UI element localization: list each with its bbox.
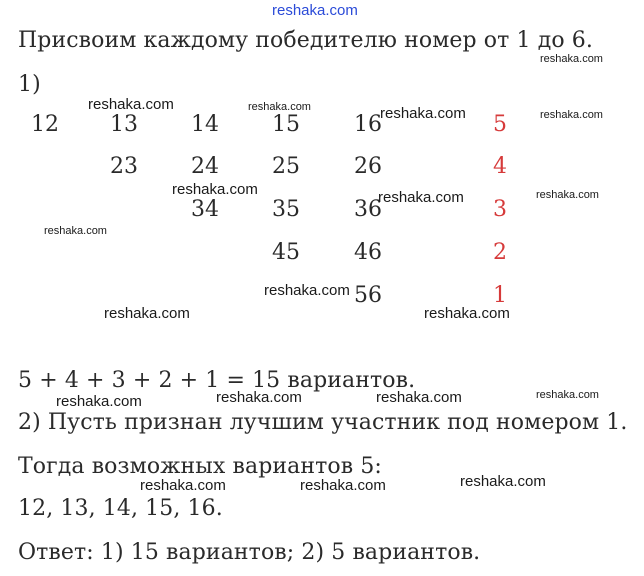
pair-cell: 23: [110, 154, 138, 179]
sum-text: 5 + 4 + 3 + 2 + 1 = 15 вариантов.: [18, 368, 416, 393]
pair-cell: 34: [191, 197, 219, 222]
row-count: 5: [493, 112, 507, 137]
watermark: reshaka.com: [88, 96, 174, 113]
watermark: reshaka.com: [536, 389, 599, 401]
pair-cell: 16: [354, 112, 382, 137]
part1-label: 1): [18, 72, 41, 97]
watermark: reshaka.com: [44, 225, 107, 237]
pair-cell: 35: [272, 197, 300, 222]
pair-cell: 56: [354, 283, 382, 308]
pair-cell: 26: [354, 154, 382, 179]
watermark: reshaka.com: [378, 189, 464, 206]
watermark: reshaka.com: [540, 109, 603, 121]
pair-cell: 12: [31, 112, 59, 137]
watermark: reshaka.com: [216, 389, 302, 406]
pair-cell: 46: [354, 240, 382, 265]
row-count: 2: [493, 240, 507, 265]
watermark: reshaka.com: [536, 189, 599, 201]
intro-text: Присвоим каждому победителю номер от 1 до 6.: [18, 28, 593, 53]
pair-cell: 15: [272, 112, 300, 137]
watermark: reshaka.com: [380, 105, 466, 122]
watermark: reshaka.com: [540, 53, 603, 65]
watermark: reshaka.com: [300, 477, 386, 494]
pair-cell: 45: [272, 240, 300, 265]
watermark: reshaka.com: [376, 389, 462, 406]
row-count: 4: [493, 154, 507, 179]
row-count: 1: [493, 283, 507, 308]
row-count: 3: [493, 197, 507, 222]
watermark: reshaka.com: [460, 473, 546, 490]
pair-cell: 14: [191, 112, 219, 137]
pair-cell: 13: [110, 112, 138, 137]
pair-cell: 36: [354, 197, 382, 222]
answer-text: Ответ: 1) 15 вариантов; 2) 5 вариантов.: [18, 540, 481, 565]
pair-cell: 25: [272, 154, 300, 179]
part2-text: 2) Пусть признан лучшим участник под номером 1.: [18, 410, 628, 435]
watermark: reshaka.com: [140, 477, 226, 494]
list-text: 12, 13, 14, 15, 16.: [18, 496, 223, 521]
watermark: reshaka.com: [248, 101, 311, 113]
watermark: reshaka.com: [104, 305, 190, 322]
watermark: reshaka.com: [264, 282, 350, 299]
pair-cell: 24: [191, 154, 219, 179]
then-text: Тогда возможных вариантов 5:: [18, 454, 382, 479]
watermark: reshaka.com: [424, 305, 510, 322]
watermark: reshaka.com: [172, 181, 258, 198]
watermark-top: reshaka.com: [272, 2, 358, 19]
watermark: reshaka.com: [56, 393, 142, 410]
